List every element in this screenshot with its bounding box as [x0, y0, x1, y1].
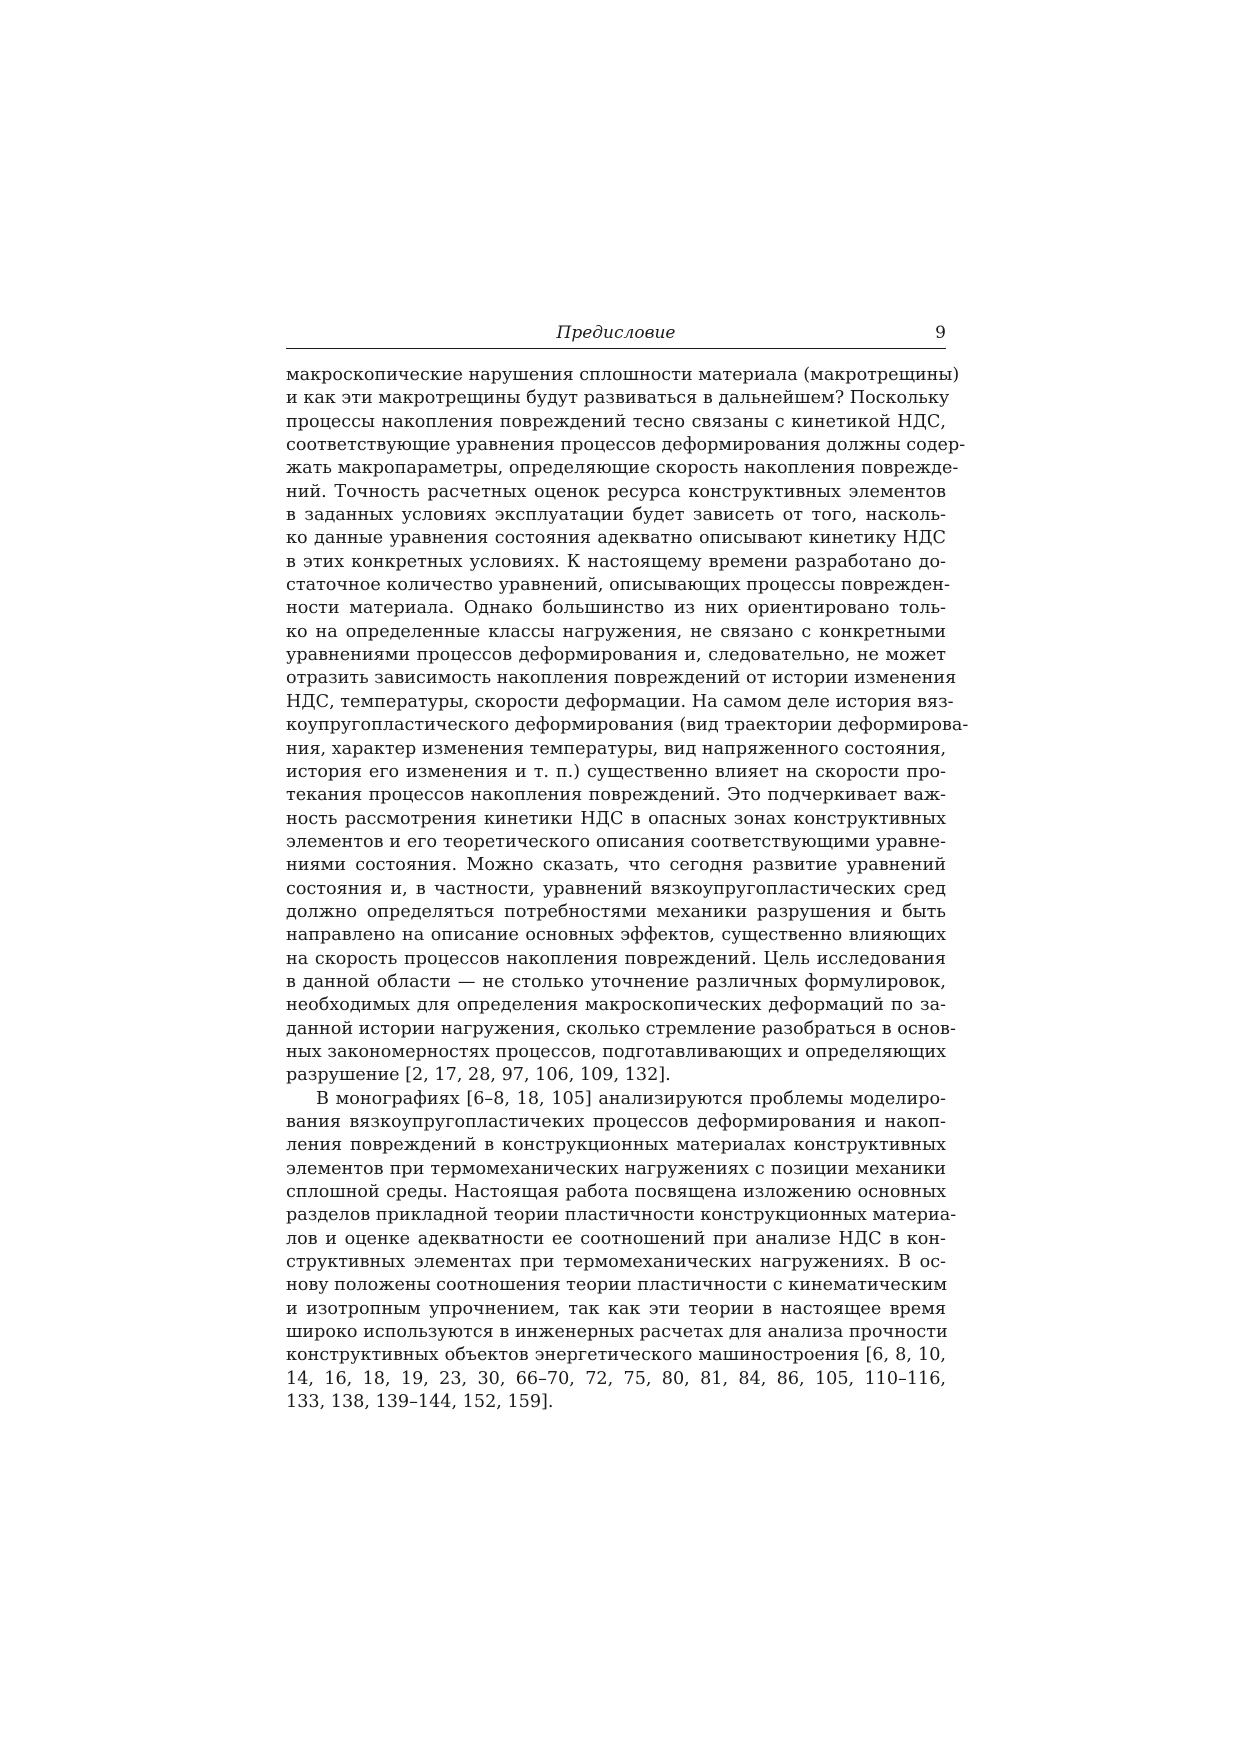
text-line: лов и оценке адекватности ее соотношений при анализе НДС в кон-	[286, 1228, 946, 1249]
text-line: широко используются в инженерных расчетах для анализа прочности	[286, 1322, 948, 1343]
text-line: в заданных условиях эксплуатации будет зависеть от того, насколь-	[286, 505, 946, 526]
text-line: коупругопластического деформирования (вид траектории деформирова-	[286, 715, 969, 736]
text-line: ности материала. Однако большинство из них ориентировано толь-	[286, 598, 946, 619]
text-line: соответствующие уравнения процессов деформирования должны содер-	[286, 435, 966, 456]
running-title: Предисловие	[556, 323, 676, 343]
text-line: сплошной среды. Настоящая работа посвящена изложению основных	[286, 1182, 946, 1203]
text-line: макроскопические нарушения сплошности материала (макротрещины)	[286, 365, 960, 385]
paragraph	[286, 364, 969, 1088]
text-line: история его изменения и т. п.) существенно влияет на скорости про-	[286, 761, 946, 782]
page-header	[286, 322, 946, 349]
text-line: вания вязкоупругопластичеких процессов деформирования и накоп-	[286, 1112, 946, 1132]
text-line: В монографиях [6–8, 18, 105] анализируются проблемы моделиро-	[316, 1088, 946, 1109]
text-line: необходимых для определения макроскопических деформаций по за-	[286, 995, 946, 1016]
text-line: ния, характер изменения температуры, вид напряженного состояния,	[286, 738, 947, 759]
text-line: ность рассмотрения кинетики НДС в опасных зонах конструктивных	[286, 808, 946, 829]
text-line: ко данные уравнения состояния адекватно описывают кинетику НДС	[286, 528, 946, 549]
text-line: разделов прикладной теории пластичности конструкционных материа-	[286, 1205, 957, 1226]
text-line: ниями состояния. Можно сказать, что сегодня развитие уравнений	[286, 855, 946, 876]
text-line: конструктивных объектов энергетического машиностроения [6, 8, 10,	[286, 1345, 946, 1366]
text-line: ний. Точность расчетных оценок ресурса конструктивных элементов	[286, 481, 946, 502]
text-line: уравнениями процессов деформирования и, следовательно, не может	[286, 645, 946, 666]
text-line: ко на определенные классы нагружения, не связано с конкретными	[286, 621, 946, 642]
text-line: 133, 138, 139–144, 152, 159].	[286, 1392, 554, 1413]
text-line: ных закономерностях процессов, подготавливающих и определяющих	[286, 1041, 946, 1062]
text-line: на скорость процессов накопления повреждений. Цель исследования	[286, 948, 946, 969]
text-line: разрушение [2, 17, 28, 97, 106, 109, 132].	[286, 1065, 671, 1086]
text-line: данной истории нагружения, сколько стремление разобраться в основ-	[286, 1018, 956, 1039]
text-line: элементов и его теоретического описания соответствующими уравне-	[286, 831, 946, 852]
text-line: элементов при термомеханических нагружениях с позиции механики	[286, 1158, 946, 1179]
text-line: жать макропараметры, определяющие скорость накопления поврежде-	[286, 458, 959, 479]
text-line: процессы накопления повреждений тесно связаны с кинетикой НДС,	[286, 411, 946, 432]
text-line: должно определяться потребностями механики разрушения и быть	[286, 901, 946, 922]
page-number: 9	[935, 323, 946, 343]
text-line: в данной области — не столько уточнение различных формулировок,	[286, 971, 946, 992]
text-line: и как эти макротрещины будут развиваться в дальнейшем? Поскольку	[286, 388, 950, 409]
text-line: статочное количество уравнений, описывающих процессы поврежден-	[286, 575, 950, 596]
text-line: в этих конкретных условиях. К настоящему времени разработано до-	[286, 551, 946, 572]
text-line: отразить зависимость накопления повреждений от истории изменения	[286, 668, 957, 689]
text-line: текания процессов накопления повреждений. Это подчеркивает важ-	[286, 785, 946, 806]
text-line: ления повреждений в конструкционных материалах конструктивных	[286, 1135, 946, 1156]
text-line: НДС, температуры, скорости деформации. На самом деле история вяз-	[286, 691, 954, 712]
text-line: 14, 16, 18, 19, 23, 30, 66–70, 72, 75, 80, 81, 84, 86, 105, 110–116,	[286, 1368, 946, 1389]
text-line: и изотропным упрочнением, так как эти теории в настоящее время	[286, 1298, 946, 1319]
body-text	[286, 364, 969, 1414]
paragraph	[286, 1088, 957, 1415]
text-line: направлено на описание основных эффектов, существенно влияющих	[286, 925, 946, 946]
text-line: структивных элементах при термомеханических нагружениях. В ос-	[286, 1252, 946, 1273]
text-line: нову положены соотношения теории пластичности с кинематическим	[286, 1275, 948, 1296]
text-line: состояния и, в частности, уравнений вязкоупругопластических сред	[286, 878, 946, 899]
